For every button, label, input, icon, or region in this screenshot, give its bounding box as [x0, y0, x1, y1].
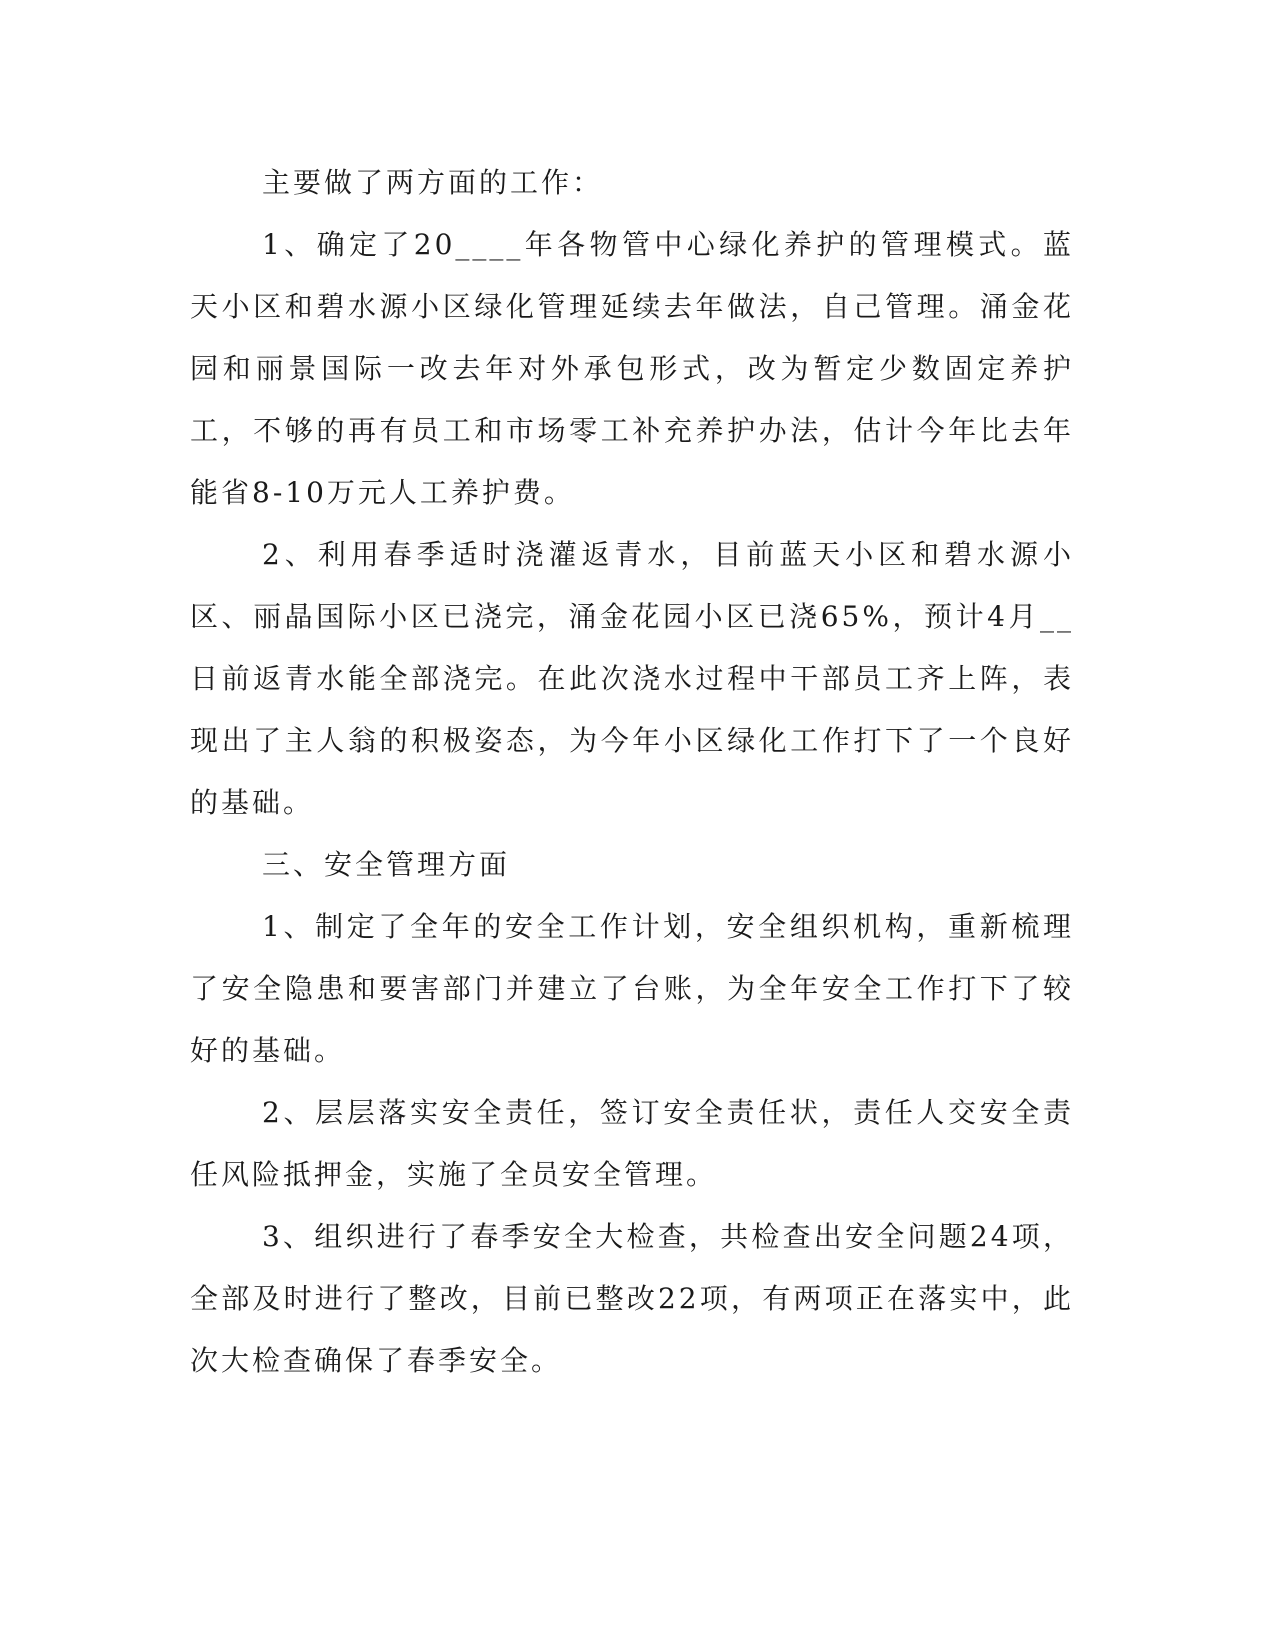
document-body — [190, 152, 1074, 1392]
paragraph-greening-mode: 1、确定了20____年各物管中心绿化养护的管理模式。蓝天小区和碧水源小区绿化管理延续去年做法，自己管理。涌金花园和丽景国际一改去年对外承包形式，改为暂定少数固定养护工，不够的再有员工和市场零工补充养护办法，估计今年比去年能省8-10万元人工养护费。 — [190, 228, 1074, 509]
paragraph-safety-inspection: 3、组织进行了春季安全大检查，共检查出安全问题24项，全部及时进行了整改，目前已整改22项，有两项正在落实中，此次大检查确保了春季安全。 — [190, 1220, 1074, 1377]
paragraph-watering: 2、利用春季适时浇灌返青水，目前蓝天小区和碧水源小区、丽晶国际小区已浇完，涌金花园小区已浇65%，预计4月__日前返青水能全部浇完。在此次浇水过程中干部员工齐上阵，表现出了主人翁的积极姿态，为今年小区绿化工作打下了一个良好的基础。 — [190, 538, 1074, 819]
section-heading-safety: 三、安全管理方面 — [262, 848, 511, 881]
paragraph-safety-responsibility: 2、层层落实安全责任，签订安全责任状，责任人交安全责任风险抵押金，实施了全员安全管理。 — [190, 1096, 1074, 1191]
paragraph-intro: 主要做了两方面的工作： — [262, 166, 604, 199]
paragraph-safety-plan: 1、制定了全年的安全工作计划，安全组织机构，重新梳理了安全隐患和要害部门并建立了台账，为全年安全工作打下了较好的基础。 — [190, 910, 1074, 1067]
